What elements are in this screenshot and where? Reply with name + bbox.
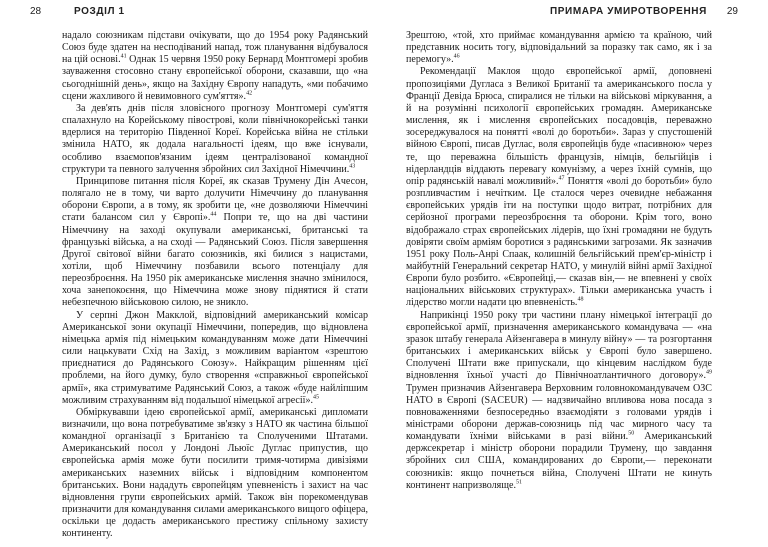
footnote-ref: 51 [516,479,523,486]
paragraph: Зрештою, «той, хто приймає командування армією та країною, чий представник носить тогу, відповідальний за поразку так само, як і за перемогу».$^{46}$ [406,30,712,66]
left-running-head [30,6,376,20]
right-page [384,0,768,547]
right-running-head [392,6,738,20]
paragraph: Принципове питання після Кореї, як сказав Трумену Дін Ачесон, полягало не в тому, чи варто долучити Німеччину до планування оборони Європи, а в тому, як зробити це, «не дозволяючи Німеччині стати балансом сил у Європі».$^{44}$ Попри те, що на дві частини Німеччину на заході окупували американські, британські та французькі війська, а на сході — Радянський Союз. Після завершення Другої світової війни багато союзників, які билися з нацистами, хотіли, щоб Німеччину позбавили всього потенціалу для переозброєння. На 1950 рік американське мислення значно змінилося, хоча занепокоєння, що Німеччина може знову піднятися й стати небезпечною військовою силою, не зникло. [62,175,368,309]
left-page-body [62,30,368,541]
footnote-ref: 45 [313,394,320,401]
right-page-body [406,30,712,492]
paragraph: Наприкінці 1950 року три частини плану німецької інтеграції до європейської армії, призначення американського командувача — «на зразок штабу генерала Айзенгавера в минулу війну» — та розгортання британських і американських військ у Європі було завершено. Сполучені Штати вже припускали, що кінцевим наслідком буде відновлення їхньої участі до Північноатлантичного договору».$^{49}$ Трумен призначив Айзенгавера Верховним головнокомандувачем ОЗС НАТО в Європі (SACEUR) — надзвичайно впливова нова посада з повноваженнями безпосередньо взаємодіяти з головами урядів і міністрами оборони держав-союзниць під час мирного часу та командувати їхніми військами в разі війни.$^{50}$ Американський держсекретар і міністр оборони порадили Трумену, що завдання збройних сил США, командированих до Європи,— переконати союзників: якщо почнеться війна, Сполучені Штати не кинуть континент напризволяще.$^{51}$ [406,309,712,491]
paragraph: Обміркувавши ідею європейської армії, американські дипломати визначили, що вона потребуватиме зв'язку з НАТО як частина більшої командної організації з Британією та Сполученими Штатами. Американський посол у Лондоні Льюїс Дуглас припустив, що європейська армія може бути посилити тримя-чотирма дивізіями американських наземних військ і відповідним компонентом британських. Вони нададуть європейцям упевненість і захист на час відновлення групи європейських армій. Також він порекомендував призначити для командування силами американського вищого офіцера, оскільки це додасть американського престижу спільному захисту континенту. [62,406,368,540]
footnote-ref: 47 [558,175,565,182]
footnote-ref: 50 [628,430,635,437]
paragraph: За дев'ять днів після зловісного прогнозу Монтгомері сум'яття спалахнуло на Корейському півострові, коли північнокорейські танки вдерлися на територію Південної Кореї. Корейська війна не стільки змінила НАТО, як додала нагальності ідеям, що вже існували, особливо взаємопов'язаним ідеям централізованої командної структури та певного залучення збройних сил Західної Німеччини.$^{43}$ [62,102,368,175]
footnote-ref: 43 [349,163,356,170]
book-title: ПРИМАРА УМИРОТВОРЕННЯ [550,6,707,17]
footnote-ref: 41 [120,53,127,60]
paragraph: Рекомендації Маклоя щодо європейської армії, доповнені пропозиціями Дугласа з Великої Британії та американського посла у Франції Девіда Брюса, спиралися не тільки на військові міркування, а й на розумінні психології європейських громадян. Американське мислення, як і мислення європейських посадовців, переважно зосереджувалося на понятті «волі до боротьби». Зараз у спустошеній війною Європі, писав Дуглас, воля європейців буде «пасивною» через те, що переважна більшість французів, німців, бельгійців і нідерландців віддають перевагу комунізму, а через їхній сумнів, що опір радянській навалі можливий».$^{47}$ Поняття «волі до боротьби» було розпливчастим і нечітким. Це сталося через очевидне небажання європейських урядів іти на поступки щодо витрат, потрібних для серйозної програми переозброєння та оборони. Крім того, воно відображало страх європейських лідерів, що їхні громадяни не будуть довіряти своїм арміям боротися з радянськими загрозами. Як зазначив 1951 року Поль-Анрі Спаак, колишній бельгійський прем'єр-міністр і майбутній Генеральний секретар НАТО, у минулій війні армії Західної Європи було розбито. «Європейці,— сказав він,— не впевнені у своїх національних військових структурах». Тільки американська участь і лідерство могли надати цю впевненість.$^{48}$ [406,66,712,309]
chapter-title: РОЗДІЛ 1 [74,6,125,17]
footnote-ref: 42 [246,90,253,97]
paragraph: надало союзникам підстави очікувати, що до 1954 року Радянський Союз буде здатен на несподіваний напад, тож планування відбувалося на цій основі.$^{41}$ Однак 15 червня 1950 року Бернард Монтгомері зробив зауваження стосовно стану європейської оборони, сказавши, що «на сьогоднішній день», якщо на Західну Європу нападуть, «ми побачимо сцени жахливого й невимовного сум'яття».$^{42}$ [62,30,369,102]
footnote-ref: 48 [577,297,584,304]
left-page-number: 28 [30,6,42,17]
paragraph: У серпні Джон Макклой, відповідний американський комісар Американської зони окупації Німеччини, попередив, що відновлена німецька армія під німецьким командуванням може дати Німеччині сили нацькувати Схід на Захід, з можливим варіантом «зрештою приєднатися до Радянського Союзу». Найкращим рішенням цієї проблеми, на його думку, було створення «справжньої європейської армії», яка стримуватиме Радянський Союз, а також «буде найліпшим можливим страхуванням від подальшої німецької агресії».$^{45}$ [62,309,368,406]
footnote-ref: 44 [210,212,217,218]
footnote-ref: 46 [453,53,460,60]
footnote-ref: 49 [706,370,712,377]
right-page-number: 29 [726,6,738,17]
